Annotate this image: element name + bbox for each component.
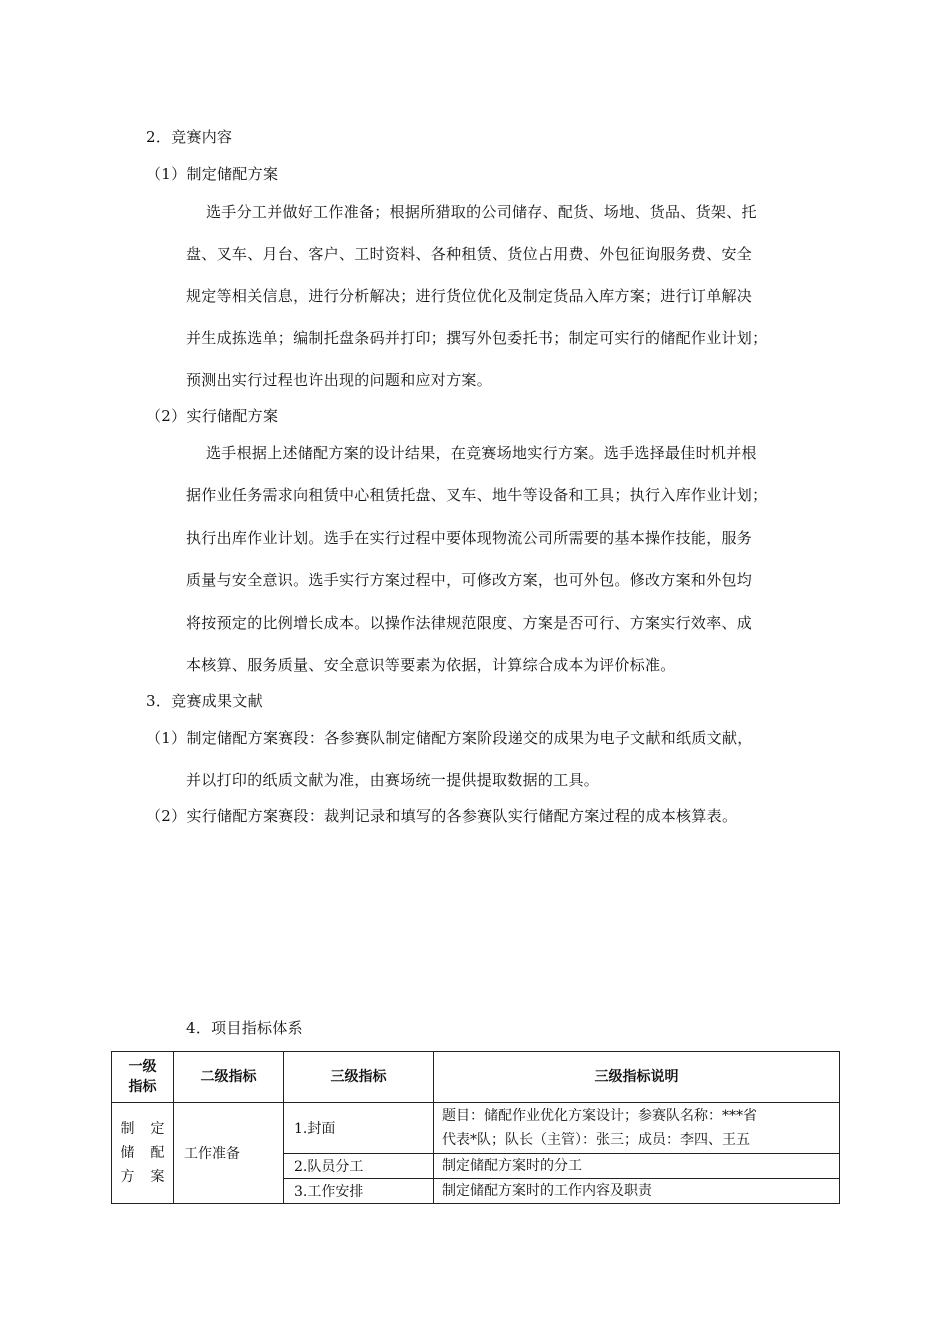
description-cell: 题目：储配作业优化方案设计；参赛队名称：***省 代表*队；队长（主管）：张三；成员：李四、王五 xyxy=(434,1103,840,1154)
paragraph-line: 执行出库作业计划。选手在实行过程中要体现物流公司所需要的基本操作技能，服务 xyxy=(186,529,753,547)
paragraph-line: 本核算、服务质量、安全意识等要素为依据，计算综合成本为评价标准。 xyxy=(186,656,676,674)
section-2-2-heading: （2）实行储配方案 xyxy=(146,407,279,425)
table-header-row xyxy=(112,1052,840,1103)
header-level-1: 一级 指标 xyxy=(112,1052,174,1103)
table-row xyxy=(112,1103,840,1154)
header-level-3-description: 三级指标说明 xyxy=(434,1052,840,1103)
section-2-1-heading: （1）制定储配方案 xyxy=(146,165,279,183)
level-3-cell: 3.工作安排 xyxy=(284,1179,434,1204)
paragraph-line: 规定等相关信息，进行分析解决；进行货位优化及制定货品入库方案；进行订单解决 xyxy=(186,287,753,305)
level-1-cell xyxy=(112,1103,174,1204)
description-cell: 制定储配方案时的分工 xyxy=(434,1154,840,1179)
header-level-2: 二级指标 xyxy=(174,1052,284,1103)
paragraph-line: 选手根据上述储配方案的设计结果，在竞赛场地实行方案。选手选择最佳时机并根 xyxy=(206,444,757,462)
section-3-item-1-line-2: 并以打印的纸质文献为准，由赛场统一提供提取数据的工具。 xyxy=(186,771,600,789)
paragraph-line: 据作业任务需求向租赁中心租赁托盘、叉车、地牛等设备和工具；执行入库作业计划； xyxy=(186,486,768,504)
level-3-cell: 1.封面 xyxy=(284,1103,434,1154)
section-3-item-2: （2）实行储配方案赛段：裁判记录和填写的各参赛队实行储配方案过程的成本核算表。 xyxy=(146,807,738,825)
description-cell: 制定储配方案时的工作内容及职责 xyxy=(434,1179,840,1204)
level-1-text: 制定 储配 方案 xyxy=(120,1121,165,1185)
paragraph-line: 质量与安全意识。选手实行方案过程中，可修改方案，也可外包。修改方案和外包均 xyxy=(186,571,753,589)
metrics-table xyxy=(111,1051,840,1204)
paragraph-line: 选手分工并做好工作准备；根据所猎取的公司储存、配货、场地、货品、货架、托 xyxy=(206,203,757,221)
section-2-heading: 2．竞赛内容 xyxy=(146,128,233,146)
paragraph-line: 预测出实行过程也许出现的问题和应对方案。 xyxy=(186,371,493,389)
level-2-cell: 工作准备 xyxy=(174,1103,284,1204)
section-3-item-1-line-1: （1）制定储配方案赛段：各参赛队制定储配方案阶段递交的成果为电子文献和纸质文献， xyxy=(146,729,753,747)
paragraph-line: 盘、叉车、月台、客户、工时资料、各种租赁、货位占用费、外包征询服务费、安全 xyxy=(186,245,753,263)
header-level-3: 三级指标 xyxy=(284,1052,434,1103)
paragraph-line: 将按预定的比例增长成本。以操作法律规范限度、方案是否可行、方案实行效率、成 xyxy=(186,614,753,632)
level-3-cell: 2.队员分工 xyxy=(284,1154,434,1179)
paragraph-line: 并生成拣选单；编制托盘条码并打印；撰写外包委托书；制定可实行的储配作业计划； xyxy=(186,329,768,347)
section-3-heading: 3．竞赛成果文献 xyxy=(146,692,263,710)
section-4-heading: 4．项目指标体系 xyxy=(186,1019,303,1037)
